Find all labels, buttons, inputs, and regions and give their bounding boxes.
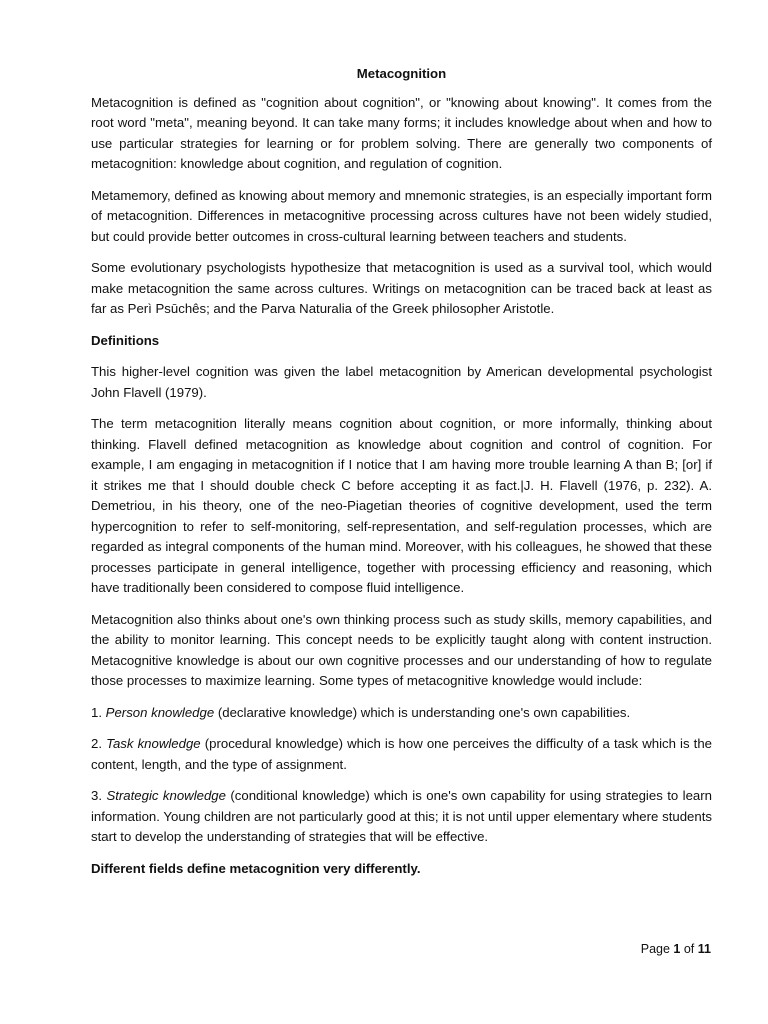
page-number-footer	[641, 942, 711, 956]
knowledge-type-number: 1.	[91, 704, 102, 720]
intro-paragraph-1: Metacognition is defined as "cognition about cognition", or "knowing about knowing". It comes from the root word "meta", meaning beyond. It can take many forms; it includes knowledge about when and how to use particular strategies for learning or for problem solving. There are generally two components of metacognition: knowledge about cognition, and regulation of cognition.	[91, 94, 712, 171]
of-label: of	[683, 942, 695, 956]
knowledge-type-number: 3.	[91, 788, 102, 803]
knowledge-type-number: 2.	[91, 736, 102, 751]
knowledge-type-description: (procedural knowledge) which is how one perceives the difficulty of a task which is the content, length, and the type of assignment.	[91, 736, 712, 772]
knowledge-type-strategic	[91, 786, 712, 848]
definitions-heading: Definitions	[91, 332, 160, 348]
knowledge-type-term: Task knowledge	[106, 736, 201, 751]
definitions-paragraph-2: The term metacognition literally means cognition about cognition, or more informally, thinking about thinking. Flavell defined metacognition as knowledge about cognition and control of cognition. For example, I am engaging in metacognition if I notice that I am having more trouble learning A than B; [or] if it strikes me that I should double check C before accepting it as fact.|J. H. Flavell (1976, p. 232). A. Demetriou, in his theory, one of the neo-Piagetian theories of cognitive development, used the term hypercognition to refer to self-monitoring, self-representation, and self-regulation processes, which are regarded as integral components of the human mind. Moreover, with his colleagues, he showed that these processes participate in general intelligence, together with processing efficiency and reasoning, which have traditionally been considered to compose fluid intelligence.	[91, 416, 712, 595]
intro-paragraph-3: Some evolutionary psychologists hypothesize that metacognition is used as a survival tool, which would make metacognition the same across cultures. Writings on metacognition can be traced back at least as far as Perì Psūchês; and the Parva Naturalia of the Greek philosopher Aristotle.	[91, 260, 712, 316]
current-page-number: 1	[673, 942, 681, 956]
page-label: Page	[640, 942, 670, 956]
knowledge-type-term: Person knowledge	[105, 704, 215, 720]
total-pages-number: 11	[697, 942, 711, 956]
knowledge-type-description: (conditional knowledge) which is one's own capability for using strategies to learn information. Young children are not particularly good at this; it is not until upper elementary where students start to develop the understanding of strategies that will be effective.	[91, 788, 712, 844]
closing-statement: Different fields define metacognition very differently.	[91, 860, 421, 876]
knowledge-type-task	[91, 734, 712, 775]
definitions-paragraph-3: Metacognition also thinks about one's own thinking process such as study skills, memory capabilities, and the ability to monitor learning. This concept needs to be explicitly taught along with content instruction. Metacognitive knowledge is about our own cognitive processes and our understanding of how to regulate those processes to maximize learning. Some types of metacognitive knowledge would include:	[91, 611, 712, 688]
knowledge-type-term: Strategic knowledge	[106, 788, 226, 803]
document-title: Metacognition	[356, 66, 447, 81]
definitions-paragraph-1: This higher-level cognition was given the label metacognition by American developmental psychologist John Flavell (1979).	[91, 364, 712, 400]
intro-paragraph-2: Metamemory, defined as knowing about memory and mnemonic strategies, is an especially important form of metacognition. Differences in metacognitive processing across cultures have not been widely studied, but could provide better outcomes in cross-cultural learning between teachers and students.	[91, 187, 712, 244]
knowledge-type-person	[91, 703, 712, 724]
document-body	[91, 64, 712, 879]
knowledge-type-description: (declarative knowledge) which is understanding one's own capabilities.	[217, 704, 631, 720]
